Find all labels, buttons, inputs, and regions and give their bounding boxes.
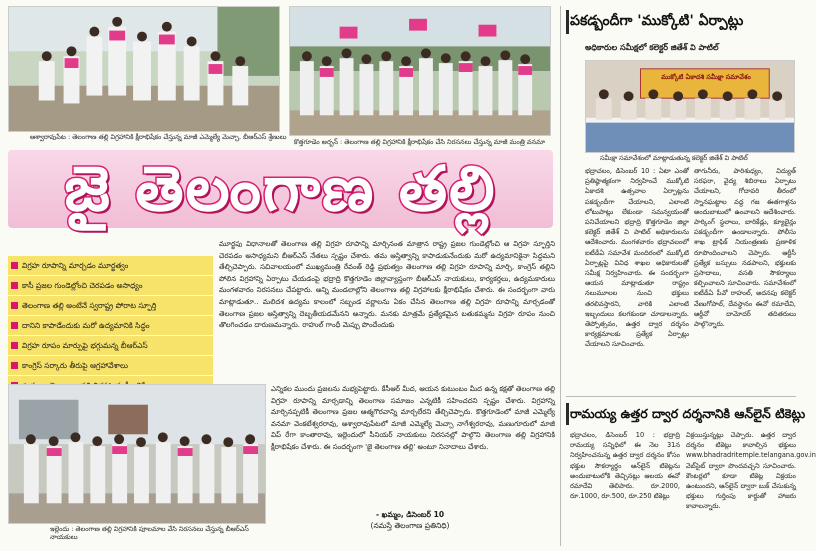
bullet-square-icon — [11, 262, 18, 269]
right-headline2-accent — [566, 403, 569, 425]
bullet-square-icon — [11, 282, 18, 289]
right-article-col3: భద్రాచలం, డిసెంబర్ 10 : భద్రాద్రి రామయ్య సన్నిధిలో ఈ నెల 31న నిర్వహించనున్న ఉత్తర ద్వార దర్శనం కోసం భక్తుల సౌకర్యార్థం ఆన్‌లైన్ టికెట్లను అందుబాటులోకి తెచ్చినట్లు ఆలయ ఈవో రమాదేవి తెలిపారు. రూ.2000, రూ.1000, రూ.500, రూ.250 టికెట్లు — [570, 431, 680, 501]
highlights-list — [8, 256, 213, 396]
photo-kothagudem-image — [290, 7, 550, 135]
highlight-item: కాంగ్రెస్ సర్కారు తీరుపై ఆగ్రహావేశాలు — [8, 356, 213, 375]
article-credit: (నమస్తే తెలంగాణ ప్రతినిధి) — [370, 521, 450, 530]
right-headline-accent — [566, 10, 569, 34]
column-divider — [560, 6, 561, 546]
highlight-item: విగ్రహ రూపం మార్పుపై భగ్గుమన్న బీఆర్ఎస్ — [8, 336, 213, 355]
photo-collector-review — [585, 60, 795, 153]
right-headline-mukkoti: పకడ్బందీగా 'ముక్కోటి' ఏర్పాట్లు — [570, 13, 744, 29]
article-body-bottom: ఎన్నికల ముందు ప్రజలను మభ్యపెట్టారు. కేసీఆర్ మీద, ఆయన కుటుంబం మీద ఉన్న కక్షతో తెలంగాణ తల్లి విగ్రహ రూపాన్ని మార్చడాన్ని తెలంగాణ సమాజం ఎన్నటికీ సహించదని స్పష్టం చేశారు. విగ్రహాన్ని మార్చినప్పటికీ తెలంగాణ ప్రజల ఆత్మగౌరవాన్ని మార్చలేరని తేల్చిచెప్పారు. కొత్తగూడెంలో మాజీ ఎమ్మెల్యే వనమా వెంకటేశ్వరరావు, అశ్వారావుపేటలో మాజీ ఎమ్మెల్యే మెచ్చా నాగేశ్వరరావు, మణుగూరులో మాజీ విప్ రేగా కాంతారావు, ఇల్లెందులో సీనియర్ నాయకులు నిరసనల్లో పాల్గొని తెలంగాణ తల్లి విగ్రహానికి క్షీరాభిషేకం చేశారు. ఈ సందర్భంగా 'జై తెలంగాణ తల్లి' అంటూ నినాదాలు చేశారు. — [271, 385, 555, 451]
photo-aswaraopet-protest — [8, 6, 280, 132]
right-article-col4: విక్రయిస్తున్నట్లు చెప్పారు. ఉత్తర ద్వార దర్శనం టికెట్లు కావాల్సిన భక్తులు www.bhadradritemple.telangana.gov.in వెబ్‌సైట్ ద్వారా పొందవచ్చని సూచించారు. కౌంటర్లలో కూడా టికెట్ల విక్రయం ఉంటుందని, ఆన్‌లైన్ ద్వారా బుక్ చేసుకున్న భక్తులు గుర్తింపు కార్డుతో హాజరు కావాలన్నారు. — [686, 431, 816, 511]
main-headline: జై తెలంగాణ తల్లి — [8, 150, 553, 228]
bullet-square-icon — [11, 302, 18, 309]
photo-collector-caption: సమీక్షా సమావేశంలో మాట్లాడుతున్న కలెక్టర్ జితేశ్ వి పాటిల్ — [600, 154, 748, 162]
photo-collector-banner-text: ముక్కోటి ఏకాదశి సమీక్షా సమావేశం — [661, 73, 751, 81]
highlight-item: విగ్రహ రూపాన్ని మార్చడం మూర్ఖత్వం — [8, 256, 213, 275]
bullet-square-icon — [11, 342, 18, 349]
bullet-square-icon — [11, 362, 18, 369]
highlight-item: కాసీ ప్రజల గుండెల్లోంచి చెరపడం అసాధ్యం — [8, 276, 213, 295]
highlight-item: దానిని కాపాడేందుకు మరో ఉద్యమానికి సిద్ధం — [8, 316, 213, 335]
right-story-divider — [566, 396, 796, 397]
highlight-item: తెలంగాణ తల్లి అంటేనే స్వరాష్ట్ర పోరాట స్ఫూర్తి — [8, 296, 213, 315]
article-dateline: - ఖమ్మం, డిసెంబర్ 10 — [375, 510, 445, 519]
photo-kothagudem-caption: కొత్తగూడెం అర్బన్ : తెలంగాణ తల్లి విగ్రహానికి క్షీరాభిషేకం చేసి నిరసనలు చేస్తున్న మాజీ మంత్రి వనమా — [294, 138, 546, 146]
photo-yellandu-image — [9, 385, 265, 523]
photo-kothagudem-protest — [289, 6, 551, 136]
right-subhead: అధికారుల సమీక్షలో కలెక్టర్ జితేశ్ వి పాటిల్ — [585, 43, 719, 52]
bullet-square-icon — [11, 322, 18, 329]
right-headline-tickets: రామయ్య ఉత్తర ద్వార దర్శనానికి ఆన్‌లైన్ టికెట్లు — [570, 406, 806, 421]
photo-yellandu-caption: ఇల్లెందు : తెలంగాణ తల్లి విగ్రహానికి పూలమాల వేసి నిరసనలు చేస్తున్న బీఆర్ఎస్ నాయకులు — [50, 525, 249, 541]
right-article-col1: భద్రాచలం, డిసెంబర్ 10 : ఏటా ఎంతో ప్రతిష్ఠాత్మకంగా నిర్వహించే ముక్కోటి ఏకాదశి ఉత్సవాల ఏర్పాట్లను పకడ్బందీగా చేయాలని, ఎలాంటి లోటుపాట్లు లేకుండా సమన్వయంతో పనిచేయాలని భద్రాద్రి కొత్తగూడెం జిల్లా కలెక్టర్ జితేశ్ వి పాటిల్ అధికారులను ఆదేశించారు. మంగళవారం భద్రాచలంలో ఐటీడీఏ సమావేశ మందిరంలో ముక్కోటి ఏర్పాట్లపై వివిధ శాఖల అధికారులతో సమీక్ష నిర్వహించారు. ఈ సందర్భంగా ఆయన మాట్లాడుతూ రాష్ట్రం నలుమూలల నుంచి భక్తులు తరలివస్తారని, వారికి ఎలాంటి ఇబ్బందులు కలగకుండా చూడాలన్నారు. తెప్పోత్సవం, ఉత్తర ద్వార దర్శనం కార్యక్రమాలకు ప్రత్యేక ఏర్పాట్లు చేయాలని సూచించారు. — [585, 167, 689, 349]
article-body-top: మూర్ఖపు విధానాలతో తెలంగాణ తల్లి విగ్రహ రూపాన్ని మార్చినంత మాత్రాన రాష్ట్ర ప్రజల గుండెల్లోంచి ఆ విగ్రహ స్ఫూర్తిని చెరపడం అసాధ్యమని బీఆర్ఎస్ నేతలు స్పష్టం చేశారు. తమ ఆస్తిత్వాన్ని కాపాడుకునేందుకు మరో ఉద్యమానికైనా సిద్ధమని తేల్చిచెప్పారు. సచివాలయంలో ముఖ్యమంత్రి రేవంత్ రెడ్డి ప్రభుత్వం తెలంగాణ తల్లి విగ్రహ రూపాన్ని మార్చి, కాంగ్రెస్ తల్లిని పోలిన విగ్రహాన్ని ఏర్పాటు చేయడంపై భద్రాద్రి కొత్తగూడెం జిల్లావ్యాప్తంగా బీఆర్ఎస్ నాయకులు, కార్యకర్తలు, ఉద్యమకారులు మంగళవారం నిరసనలు చేపట్టారు. అన్ని మండలాల్లోని తెలంగాణ తల్లి విగ్రహాలకు క్షీరాభిషేకం చేశారు. ఈ సందర్భంగా వారు మాట్లాడుతూ.. మలిదశ ఉద్యమ కాలంలో సబ్బండ వర్ణాలను ఏకం చేసిన తెలంగాణ తల్లి విగ్రహ రూపాన్ని మార్చడంతో తెలంగాణ ప్రజల ఆస్తిత్వాన్ని దెబ్బతీయడమేనని అన్నారు. మనకు మాత్రమే ప్రత్యేకమైన బతుకమ్మను విగ్రహ రూపం నుంచి తొలగించడం దారుణమన్నారు. రాహుల్ గాంధీ మెప్పు పొందేందుకు — [219, 240, 555, 330]
right-article-col2: తాగునీరు, పారిశుధ్యం, విద్యుత్ సరఫరా, వైద్య శిబిరాలు ఏర్పాటు చేయాలని, గోదావరి తీరంలో స్నానఘట్టాల వద్ద గజ ఈతగాళ్లను అందుబాటులో ఉంచాలని ఆదేశించారు. పార్కింగ్ స్థలాలు, బారికేడ్లు, క్యూలైన్లు పకడ్బందీగా ఉండాలన్నారు. పోలీసు శాఖ ట్రాఫిక్ నియంత్రణకు ప్రణాళిక రూపొందించాలని చెప్పారు. ఆర్టీసీ ప్రత్యేక బస్సులు నడపాలని, భక్తులకు ప్రసాదాలు, వసతి సౌకర్యాలు కల్పించాలని సూచించారు. సమావేశంలో ఐటీడీఏ పీవో రాహుల్, అదనపు కలెక్టర్ వేణుగోపాల్, దేవస్థానం ఈవో రమాదేవి, ఆర్డీవో దామోదర్ తదితరులు పాల్గొన్నారు. — [694, 167, 796, 329]
photo-yellandu-protest — [8, 384, 266, 524]
photo-aswaraopet-caption: ఆశ్వారావుపేట : తెలంగాణ తల్లి విగ్రహానికి క్షీరాభిషేకం చేస్తున్న మాజీ ఎమ్మెల్యే మెచ్చా, బీఆర్ఎస్ శ్రేణులు — [30, 133, 287, 141]
photo-aswaraopet-image — [9, 7, 279, 131]
